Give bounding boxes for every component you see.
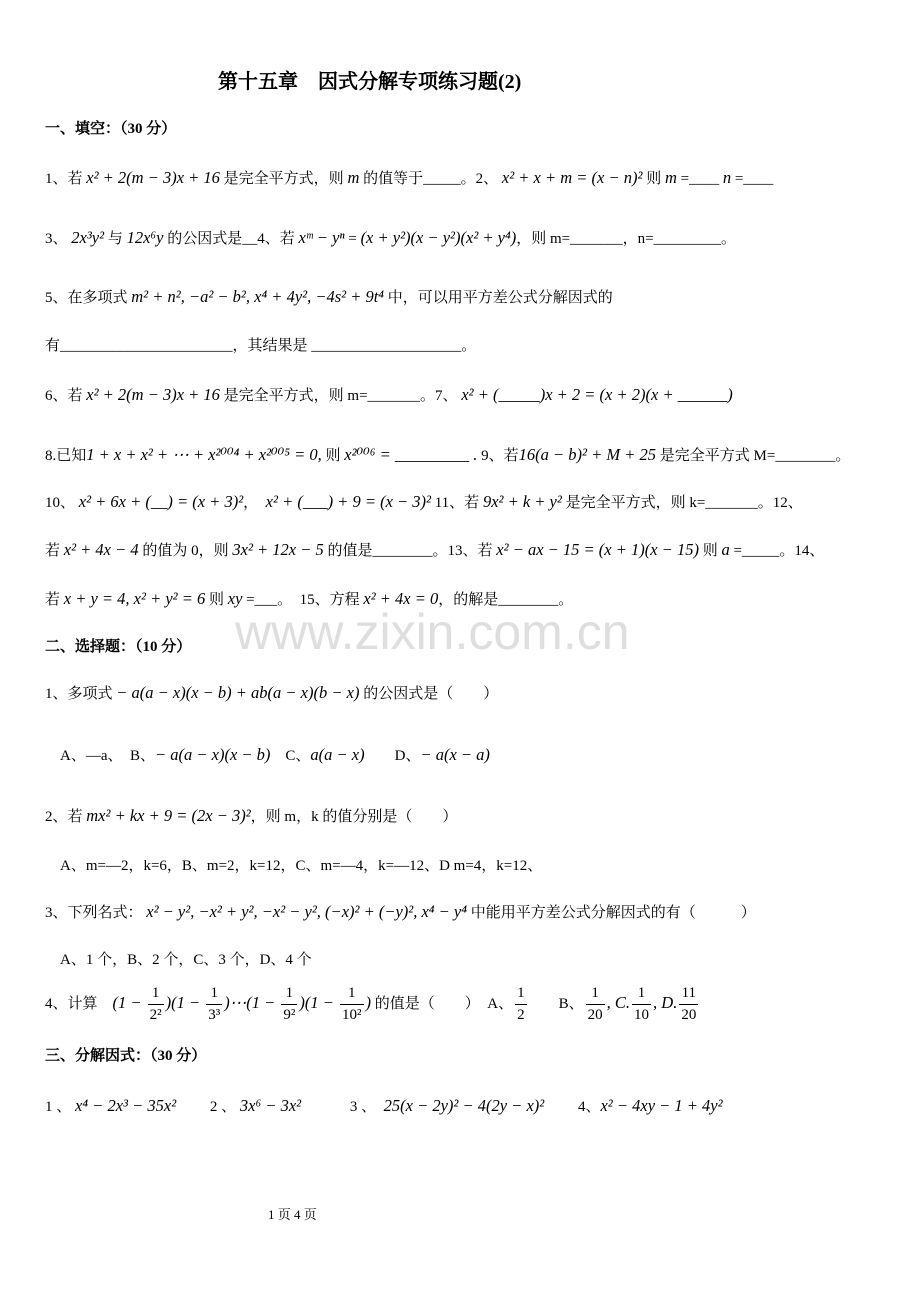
- text-run: ，的解是________。: [438, 592, 574, 608]
- math-expression: x² + 2(m − 3)x + 16: [86, 168, 220, 187]
- math-expression: x² + (_____)x + 2 = (x + 2)(x + ______): [461, 385, 733, 404]
- math-expression: m: [347, 168, 360, 187]
- text-run: 的值是________。13、若: [323, 543, 497, 559]
- page-title: 第十五章 因式分解专项练习题(2): [218, 71, 522, 93]
- math-expression: 3x² + 12x − 5: [232, 540, 324, 559]
- text-run: 8.已知: [45, 448, 87, 464]
- text-run: 是完全平方式，则 m=_______。7、: [219, 388, 462, 404]
- text-run: 的值是（ ） A、: [371, 995, 514, 1012]
- text-run: B、: [528, 995, 584, 1012]
- fraction-numerator: 1: [206, 986, 222, 1005]
- fraction-numerator: 1: [281, 986, 297, 1005]
- math-expression: (1 −: [112, 992, 146, 1012]
- section-heading-choice: 二、选择题：（10 分）: [45, 639, 192, 655]
- fraction-denominator: 2²: [149, 1007, 162, 1023]
- math-expression: x² − 4xy − 1 + 4y²: [600, 1096, 723, 1115]
- text-run: A、—a、 B、: [60, 748, 155, 764]
- fraction-denominator: 20: [587, 1007, 603, 1023]
- math-expression: mx² + kx + 9 = (2x − 3)²: [86, 806, 251, 825]
- choice-question-4: [45, 986, 700, 1023]
- fraction-numerator: 1: [586, 986, 605, 1005]
- text-run: 若: [45, 592, 64, 608]
- fraction: [281, 986, 297, 1023]
- text-run: 1、若: [45, 171, 87, 187]
- fill-in-line-1: [45, 166, 773, 191]
- text-run: 11、若: [430, 495, 483, 511]
- text-run: =___。 15、方程: [242, 592, 364, 608]
- text-run: =____: [731, 171, 774, 187]
- choice-question-1: [45, 681, 498, 706]
- fill-in-line-6: [45, 443, 850, 468]
- text-run: 有_______________________，其结果是 ____________________。: [45, 338, 477, 354]
- fraction-denominator: 2: [517, 1007, 525, 1023]
- choice-options-3: [60, 948, 312, 972]
- watermark: www.zixin.com.cn: [235, 604, 630, 660]
- math-expression: 3x⁶ − 3x²: [239, 1096, 302, 1115]
- text-run: D、: [364, 748, 421, 764]
- fraction: [515, 986, 527, 1023]
- text-run: ，则 m，k 的值分别是（ ）: [250, 809, 458, 825]
- math-expression: x² + 2(m − 3)x + 16: [86, 385, 220, 404]
- text-run: A、m=—2，k=6，B、m=2，k=12，C、m=—4，k=—12、D m=4，k=12、: [60, 858, 543, 874]
- text-run: 5、在多项式: [45, 290, 132, 306]
- text-run: =_____。14、: [729, 543, 825, 559]
- text-run: 的值等于_____。2、: [359, 171, 502, 187]
- fraction-numerator: 11: [679, 986, 698, 1005]
- text-run: 中能用平方差公式分解因式的有（ ）: [466, 905, 756, 921]
- fill-in-line-3: [45, 285, 613, 310]
- text-run: 是完全平方式，则: [219, 171, 348, 187]
- fraction-denominator: 10: [634, 1007, 650, 1023]
- factor-problems-line: [45, 1094, 723, 1119]
- fraction-numerator: 1: [148, 986, 164, 1005]
- fraction: [206, 986, 222, 1023]
- math-expression: x² + 6x + (__) = (x + 3)²: [78, 492, 244, 511]
- fraction-numerator: 1: [340, 986, 364, 1005]
- math-expression: n: [722, 168, 732, 187]
- choice-options-1: [60, 743, 490, 768]
- text-run: 10、: [45, 495, 79, 511]
- text-run: 1 、: [45, 1099, 76, 1115]
- text-run: 则: [642, 171, 665, 187]
- page-footer: 1 页 4 页: [268, 1207, 317, 1222]
- text-run: 若: [45, 543, 64, 559]
- math-expression: − a(a − x)(x − b) + ab(a − x)(b − x): [116, 683, 360, 702]
- text-run: 1、多项式: [45, 686, 117, 702]
- math-expression: )⋯(1 −: [224, 992, 280, 1012]
- choice-question-2: [45, 804, 457, 829]
- fraction-denominator: 20: [681, 1007, 697, 1023]
- text-run: 与: [104, 231, 127, 247]
- fraction: [679, 986, 698, 1023]
- fill-in-line-9: [45, 587, 573, 612]
- text-run: 6、若: [45, 388, 87, 404]
- fill-in-line-2: [45, 226, 736, 251]
- text-run: =: [344, 231, 361, 247]
- math-expression: x² + 4x − 4: [63, 540, 139, 559]
- math-expression: x² − ax − 15 = (x + 1)(x − 15): [496, 540, 699, 559]
- fraction-denominator: 9²: [283, 1007, 296, 1023]
- math-expression: a(a − x): [310, 745, 365, 764]
- math-expression: 2x³y²: [71, 228, 105, 247]
- text-run: ，: [243, 495, 266, 511]
- text-run: 是完全平方式，则 k=_______。12、: [561, 495, 803, 511]
- text-run: 是完全平方式 M=________。: [656, 448, 851, 464]
- math-expression: 1 + x + x² + ⋯ + x²⁰⁰⁴ + x²⁰⁰⁵ = 0,: [86, 445, 322, 464]
- fill-in-line-4: [45, 334, 476, 358]
- fraction: [340, 986, 364, 1023]
- math-expression: , C.: [606, 992, 631, 1012]
- math-expression: xᵐ − yⁿ: [298, 228, 345, 247]
- math-expression: m² + n², −a² − b², x⁴ + 4y², −4s² + 9t⁴: [131, 287, 385, 306]
- text-run: 的公因式是__4、若: [163, 231, 299, 247]
- math-expression: x + y = 4, x² + y² = 6: [63, 589, 206, 608]
- text-run: 3、下列名式：: [45, 905, 147, 921]
- math-expression: x² − y², −x² + y², −x² − y², (−x)² + (−y)², x⁴ − y⁴: [146, 902, 467, 921]
- fill-in-line-8: [45, 538, 824, 563]
- math-expression: 16(a − b)² + M + 25: [518, 445, 657, 464]
- text-run: C、: [270, 748, 311, 764]
- math-expression: − a(x − a): [420, 745, 490, 764]
- text-run: 则: [321, 448, 345, 464]
- math-expression: )(1 −: [165, 992, 205, 1012]
- section-heading-fill-in: 一、填空：（30 分）: [45, 121, 177, 137]
- math-expression: 25(x − 2y)² − 4(2y − x)²: [383, 1096, 545, 1115]
- math-expression: − a(a − x)(x − b): [155, 745, 271, 764]
- text-run: 则: [205, 592, 228, 608]
- text-run: 2、若: [45, 809, 87, 825]
- fraction: [632, 986, 651, 1023]
- choice-options-2: [60, 854, 542, 878]
- text-run: 9、若: [477, 448, 519, 464]
- math-expression: , D.: [653, 992, 678, 1012]
- fraction: [586, 986, 605, 1023]
- math-expression: 9x² + k + y²: [482, 492, 562, 511]
- text-run: 4、: [544, 1099, 601, 1115]
- math-expression: x⁴ − 2x³ − 35x²: [75, 1096, 177, 1115]
- math-expression: 12x⁶y: [126, 228, 164, 247]
- text-run: 中，可以用平方差公式分解因式的: [384, 290, 613, 306]
- math-expression: )(1 −: [299, 992, 339, 1012]
- text-run: 则: [698, 543, 722, 559]
- math-expression: x² + (___) + 9 = (x − 3)²: [265, 492, 431, 511]
- fraction-denominator: 10²: [342, 1007, 362, 1023]
- math-expression: m: [664, 168, 677, 187]
- math-expression: xy: [227, 589, 243, 608]
- text-run: 2 、: [176, 1099, 240, 1115]
- text-run: =____: [676, 171, 723, 187]
- text-run: 4、计算: [45, 995, 113, 1012]
- math-expression: x² + x + m = (x − n)²: [501, 168, 643, 187]
- math-expression: a: [721, 540, 730, 559]
- math-expression: x² + 4x = 0: [363, 589, 439, 608]
- fill-in-line-5: [45, 383, 733, 408]
- text-run: 3、: [45, 231, 72, 247]
- fraction-numerator: 1: [632, 986, 651, 1005]
- fraction-denominator: 3³: [208, 1007, 221, 1023]
- fraction-numerator: 1: [515, 986, 527, 1005]
- math-expression: x²⁰⁰⁶ = _________ .: [344, 445, 478, 464]
- text-run: 3 、: [301, 1099, 384, 1115]
- choice-question-3: [45, 900, 756, 925]
- text-run: A、1 个，B、2 个，C、3 个，D、4 个: [60, 952, 312, 968]
- text-run: ，则 m=_______，n=_________。: [516, 231, 737, 247]
- math-expression: ): [365, 992, 372, 1012]
- text-run: 的公因式是（ ）: [359, 686, 499, 702]
- fraction: [148, 986, 164, 1023]
- math-expression: (x + y²)(x − y²)(x² + y⁴): [360, 228, 517, 247]
- fill-in-line-7: [45, 490, 803, 515]
- text-run: 的值为 0，则: [138, 543, 233, 559]
- section-heading-factor: 三、分解因式：（30 分）: [45, 1048, 207, 1064]
